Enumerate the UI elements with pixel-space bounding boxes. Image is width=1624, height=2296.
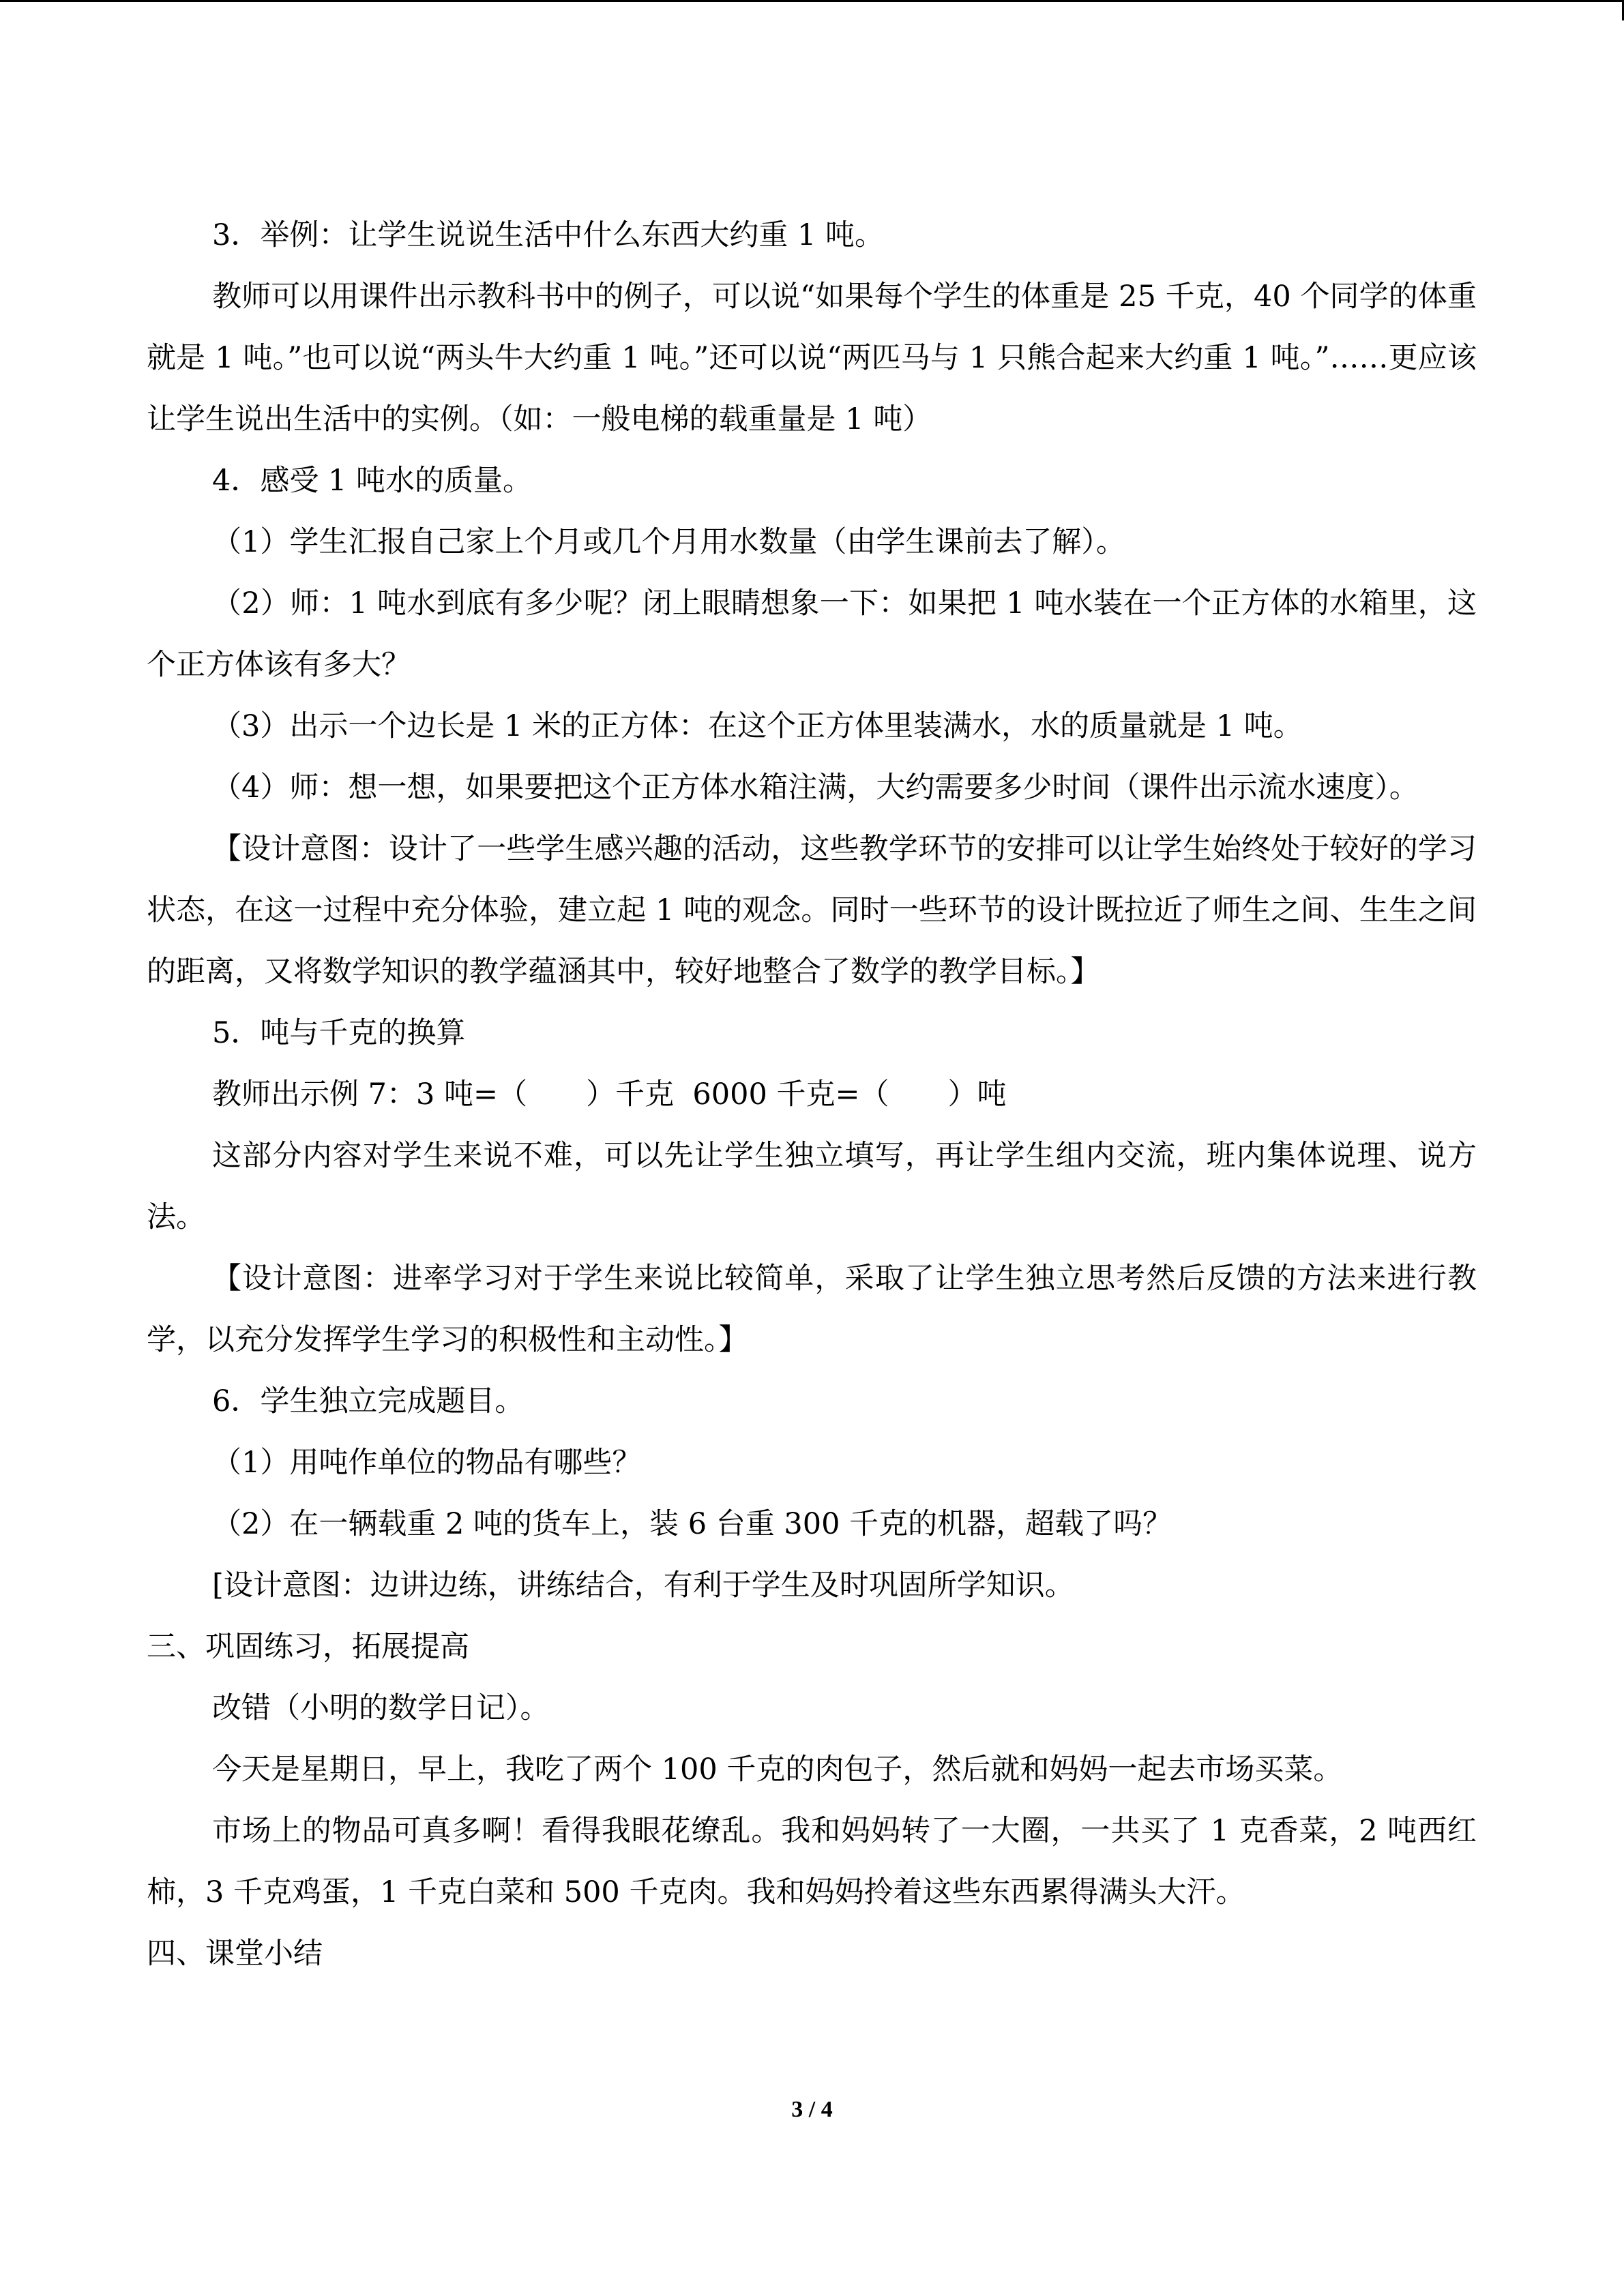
section-heading-summary: 四、课堂小结 bbox=[147, 1937, 323, 1971]
paragraph-example-7: 教师出示例 7：3 吨=（ ）千克 6000 千克=（ ）吨 bbox=[212, 1077, 1007, 1112]
document-body bbox=[147, 205, 1477, 1984]
paragraph-question-2: （2）在一辆载重 2 吨的货车上，装 6 台重 300 千克的机器，超载了吗？ bbox=[212, 1507, 1172, 1541]
top-border-line bbox=[0, 0, 1624, 2]
paragraph-independent-work: 6．学生独立完成题目。 bbox=[212, 1384, 525, 1418]
paragraph-design-intent-1: 【设计意图：设计了一些学生感兴趣的活动，这些教学环节的安排可以让学生始终处于较好的学习状态，在这一过程中充分体验，建立起 1 吨的观念。同时一些环节的设计既拉近了师生之间、生生之间的距离，又将数学知识的教学蕴涵其中，较好地整合了数学的教学目标。】 bbox=[147, 832, 1477, 989]
paragraph-design-intent-3: [设计意图：边讲边练，讲练结合，有利于学生及时巩固所学知识。 bbox=[212, 1568, 1074, 1602]
paragraph-conversion-heading: 5．吨与千克的换算 bbox=[212, 1016, 466, 1050]
paragraph-step-4: （4）师：想一想，如果要把这个正方体水箱注满，大约需要多少时间（课件出示流水速度）。 bbox=[212, 771, 1419, 805]
page-number: 3 / 4 bbox=[791, 2097, 833, 2122]
paragraph-conversion-method: 这部分内容对学生来说不难，可以先让学生独立填写，再让学生组内交流，班内集体说理、说方法。 bbox=[147, 1139, 1477, 1234]
paragraph-step-1: （1）学生汇报自己家上个月或几个月用水数量（由学生课前去了解）。 bbox=[212, 525, 1125, 559]
paragraph-diary-line-1: 今天是星期日，早上，我吃了两个 100 千克的肉包子，然后就和妈妈一起去市场买菜。 bbox=[212, 1753, 1343, 1787]
paragraph-design-intent-2: 【设计意图：进率学习对于学生来说比较简单，采取了让学生独立思考然后反馈的方法来进行教学，以充分发挥学生学习的积极性和主动性。】 bbox=[147, 1262, 1477, 1357]
paragraph-question-1: （1）用吨作单位的物品有哪些？ bbox=[212, 1446, 642, 1480]
paragraph-teacher-examples: 教师可以用课件出示教科书中的例子，可以说“如果每个学生的体重是 25 千克，40 个同学的体重就是 1 吨。”也可以说“两头牛大约重 1 吨。”还可以说“两匹马与 1 只熊合起来大约重 1 吨。”……更应该让学生说出生活中的实例。（如：一般电梯的载重量是 1 吨） bbox=[147, 280, 1477, 436]
section-heading-practice: 三、巩固练习，拓展提高 bbox=[147, 1630, 469, 1664]
paragraph-example-intro: 3．举例：让学生说说生活中什么东西大约重 1 吨。 bbox=[212, 218, 885, 252]
paragraph-feel-one-ton-water: 4．感受 1 吨水的质量。 bbox=[212, 464, 533, 498]
paragraph-correction-task: 改错（小明的数学日记）。 bbox=[212, 1691, 550, 1725]
paragraph-step-2: （2）师：1 吨水到底有多少呢？闭上眼睛想象一下：如果把 1 吨水装在一个正方体的水箱里，这个正方体该有多大？ bbox=[147, 586, 1477, 682]
paragraph-diary-line-2: 市场上的物品可真多啊！看得我眼花缭乱。我和妈妈转了一大圈，一共买了 1 克香菜，2 吨西红柿，3 千克鸡蛋，1 千克白菜和 500 千克肉。我和妈妈拎着这些东西累得满头大汗。 bbox=[147, 1814, 1477, 1909]
paragraph-step-3: （3）出示一个边长是 1 米的正方体：在这个正方体里装满水，水的质量就是 1 吨。 bbox=[212, 709, 1303, 743]
